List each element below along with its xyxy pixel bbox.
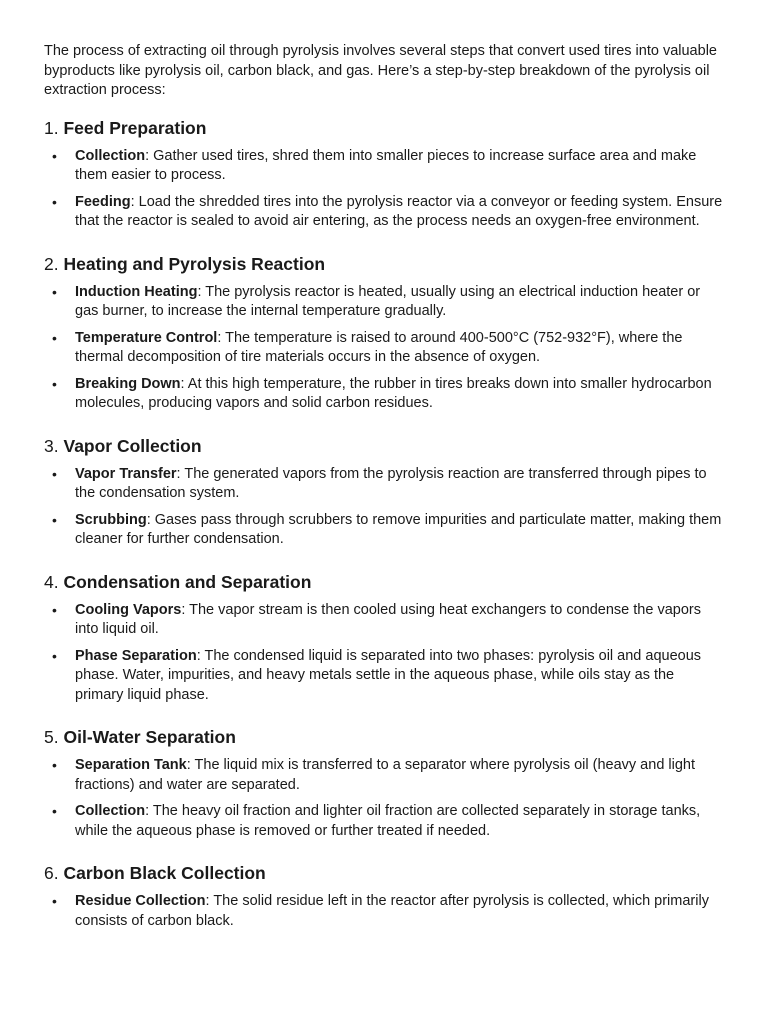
bullet-icon: • bbox=[52, 283, 57, 300]
item-term: Feeding bbox=[75, 193, 131, 210]
item-term: Breaking Down bbox=[75, 375, 181, 392]
section-number: 2. bbox=[44, 253, 59, 274]
section-title: Condensation and Separation bbox=[63, 571, 312, 592]
section bbox=[44, 571, 724, 706]
section-heading bbox=[44, 571, 724, 593]
bullet-icon: • bbox=[52, 329, 57, 346]
section-title: Vapor Collection bbox=[63, 435, 202, 456]
bullet-list bbox=[44, 892, 724, 931]
bullet-icon: • bbox=[52, 647, 57, 664]
item-term: Phase Separation bbox=[75, 647, 197, 664]
item-text: : The solid residue left in the reactor after pyrolysis is collected, which primarily consists of carbon black. bbox=[75, 893, 709, 929]
section-heading bbox=[44, 435, 724, 457]
list-item bbox=[44, 193, 724, 232]
section-heading bbox=[44, 726, 724, 748]
item-text: : At this high temperature, the rubber in tires breaks down into smaller hydrocarbon molecules, producing vapors and solid carbon residues. bbox=[75, 375, 712, 411]
item-term: Collection bbox=[75, 803, 146, 819]
list-item bbox=[44, 511, 724, 550]
bullet-icon: • bbox=[52, 511, 57, 528]
item-text: : The vapor stream is then cooled using heat exchangers to condense the vapors into liquid oil. bbox=[75, 601, 701, 637]
list-item bbox=[44, 601, 724, 640]
item-term: Scrubbing bbox=[75, 511, 147, 528]
list-item bbox=[44, 465, 724, 504]
sections-container bbox=[44, 117, 724, 932]
item-term: Vapor Transfer bbox=[75, 465, 177, 482]
item-term: Cooling Vapors bbox=[75, 601, 182, 618]
list-item bbox=[44, 647, 724, 706]
bullet-icon: • bbox=[52, 757, 57, 773]
list-item bbox=[44, 283, 724, 322]
bullet-list bbox=[44, 465, 724, 550]
item-text: : The heavy oil fraction and lighter oil fraction are collected separately in storage tanks, while the aqueous phase is removed or further treated if needed. bbox=[75, 803, 701, 839]
section-title: Carbon Black Collection bbox=[63, 863, 266, 883]
item-term: Residue Collection bbox=[75, 893, 206, 909]
list-item bbox=[44, 756, 724, 795]
bullet-list bbox=[44, 756, 724, 841]
item-text: : Gather used tires, shred them into smaller pieces to increase surface area and make them easier to process. bbox=[75, 147, 697, 183]
item-term: Collection bbox=[75, 147, 146, 164]
section-title: Oil-Water Separation bbox=[63, 727, 236, 747]
item-text: : The pyrolysis reactor is heated, usually using an electrical induction heater or gas burner, to increase the internal temperature gradually. bbox=[75, 283, 701, 319]
section-heading bbox=[44, 117, 724, 139]
section-number: 4. bbox=[44, 571, 59, 592]
section bbox=[44, 726, 724, 841]
item-text: : The condensed liquid is separated into two phases: pyrolysis oil and aqueous phase. Water, impurities, and heavy metals settle in the aqueous phase, while oils stay as the primary liquid phase. bbox=[75, 647, 702, 703]
section-number: 3. bbox=[44, 435, 59, 456]
section-number: 5. bbox=[44, 727, 59, 747]
section-heading bbox=[44, 253, 724, 275]
list-item bbox=[44, 375, 724, 414]
item-term: Induction Heating bbox=[75, 283, 198, 300]
bullet-icon: • bbox=[52, 601, 57, 618]
item-text: : Load the shredded tires into the pyrolysis reactor via a conveyor or feeding system. Ensure that the reactor is sealed to avoid air entering, as the process needs an oxygen-free environment. bbox=[75, 193, 723, 229]
bullet-icon: • bbox=[52, 193, 57, 210]
item-text: : The generated vapors from the pyrolysis reaction are transferred through pipes to the condensation system. bbox=[75, 465, 707, 501]
section bbox=[44, 862, 724, 931]
bullet-icon: • bbox=[52, 465, 57, 482]
section bbox=[44, 253, 724, 414]
bullet-icon: • bbox=[52, 803, 57, 819]
bullet-icon: • bbox=[52, 375, 57, 392]
section-number: 6. bbox=[44, 863, 59, 883]
item-text: : Gases pass through scrubbers to remove impurities and particulate matter, making them cleaner for further condensation. bbox=[75, 511, 722, 547]
intro-paragraph: The process of extracting oil through pyrolysis involves several steps that convert used tires into valuable byproducts like pyrolysis oil, carbon black, and gas. Here’s a step-by-step breakdown of the pyrolysis oil extraction process: bbox=[44, 43, 717, 98]
bullet-icon: • bbox=[52, 147, 57, 164]
bullet-list bbox=[44, 283, 724, 414]
list-item bbox=[44, 147, 724, 186]
section-number: 1. bbox=[44, 117, 59, 138]
bullet-list bbox=[44, 601, 724, 706]
list-item bbox=[44, 892, 724, 931]
item-term: Separation Tank bbox=[75, 757, 187, 773]
item-text: : The temperature is raised to around 400-500°C (752-932°F), where the thermal decomposition of tire materials occurs in the absence of oxygen. bbox=[75, 329, 683, 365]
section bbox=[44, 435, 724, 550]
section bbox=[44, 117, 724, 232]
section-title: Feed Preparation bbox=[63, 117, 207, 138]
section-heading bbox=[44, 862, 724, 884]
list-item bbox=[44, 329, 724, 368]
bullet-list bbox=[44, 147, 724, 232]
bullet-icon: • bbox=[52, 893, 57, 909]
list-item bbox=[44, 802, 724, 841]
section-title: Heating and Pyrolysis Reaction bbox=[63, 253, 326, 274]
item-text: : The liquid mix is transferred to a separator where pyrolysis oil (heavy and light fractions) and water are separated. bbox=[75, 757, 696, 793]
item-term: Temperature Control bbox=[75, 329, 218, 346]
